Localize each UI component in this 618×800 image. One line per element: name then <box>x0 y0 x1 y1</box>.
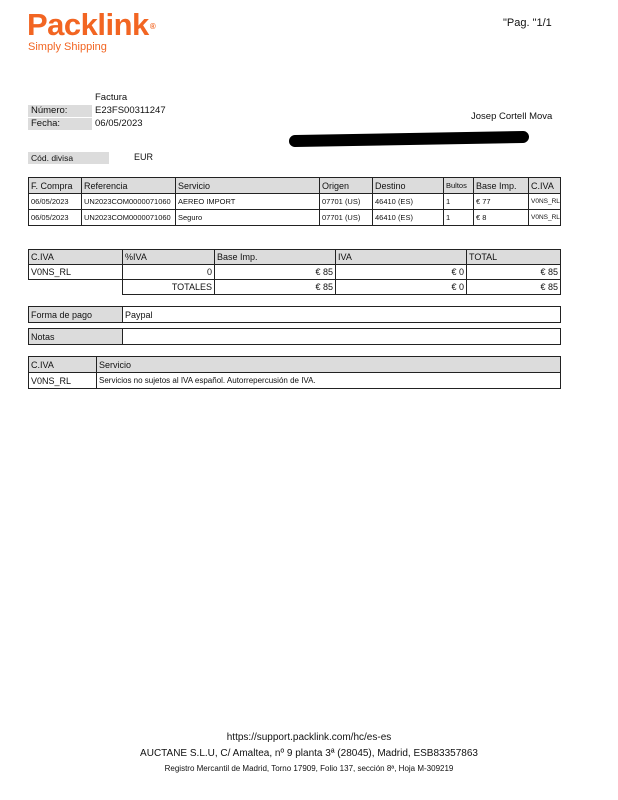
packlink-logo <box>27 8 155 42</box>
registered-mark: ® <box>149 22 156 31</box>
col-header: Destino <box>373 178 444 194</box>
col-header: Bultos <box>444 178 474 194</box>
col-header: TOTAL <box>467 250 561 265</box>
cell-origin: 07701 (US) <box>320 194 373 210</box>
table-row <box>29 194 561 210</box>
col-header: Servicio <box>97 357 561 373</box>
notes-row <box>29 329 561 345</box>
total-vat: € 0 <box>336 280 467 295</box>
payment-table <box>28 306 561 323</box>
payment-row <box>29 307 561 323</box>
service-notes-header-row <box>29 357 561 373</box>
totals-label: TOTALES <box>123 280 215 295</box>
cell-vat-code: V0NS_RL <box>29 373 97 389</box>
vat-header-row <box>29 250 561 265</box>
currency-value: EUR <box>134 152 154 162</box>
registry-info: Registro Mercantil de Madrid, Torno 17909, Folio 137, sección 8ª, Hoja M-309219 <box>164 764 454 773</box>
cell-destination: 46410 (ES) <box>373 210 444 226</box>
col-header: F. Compra <box>29 178 82 194</box>
shipments-table <box>28 177 561 226</box>
cell-destination: 46410 (ES) <box>373 194 444 210</box>
shipments-header-row <box>29 178 561 194</box>
col-header: Base Imp. <box>215 250 336 265</box>
total-amount: € 85 <box>467 280 561 295</box>
cell-base: € 85 <box>215 265 336 280</box>
table-row <box>29 265 561 280</box>
invoice-number: E23FS00311247 <box>95 105 166 116</box>
logo-tagline: Simply Shipping <box>28 41 107 53</box>
table-row <box>29 373 561 389</box>
cell-total: € 85 <box>467 265 561 280</box>
col-header: C.IVA <box>529 178 561 194</box>
invoice-date: 06/05/2023 <box>95 118 143 129</box>
cell-date: 06/05/2023 <box>29 194 82 210</box>
number-label: Número: <box>28 105 92 117</box>
cell-packages: 1 <box>444 210 474 226</box>
customer-name: Josep Cortell Mova <box>471 111 553 122</box>
cell-base: € 8 <box>474 210 529 226</box>
total-base: € 85 <box>215 280 336 295</box>
col-header: Base Imp. <box>474 178 529 194</box>
cell-base: € 77 <box>474 194 529 210</box>
cell-service: Seguro <box>176 210 320 226</box>
cell-origin: 07701 (US) <box>320 210 373 226</box>
payment-label: Forma de pago <box>29 307 123 323</box>
cell-vat: € 0 <box>336 265 467 280</box>
cell-vat-code: V0NS_RL <box>529 210 561 226</box>
notes-table <box>28 328 561 345</box>
col-header: IVA <box>336 250 467 265</box>
company-info: AUCTANE S.L.U, C/ Amaltea, nº 9 planta 3ª (28045), Madrid, ESB83357863 <box>140 748 478 759</box>
date-label: Fecha: <box>28 118 92 130</box>
payment-value: Paypal <box>123 307 561 323</box>
redacted-address <box>289 131 529 147</box>
service-notes-table <box>28 356 561 389</box>
support-link[interactable]: https://support.packlink.com/hc/es-es <box>226 732 392 743</box>
notes-label: Notas <box>29 329 123 345</box>
cell-service-note: Servicios no sujetos al IVA español. Autorrepercusión de IVA. <box>97 373 561 389</box>
cell-service: AEREO IMPORT <box>176 194 320 210</box>
page-number: "Pag. "1/1 <box>503 17 552 29</box>
currency-label: Cód. divisa <box>28 152 109 164</box>
invoice-title: Factura <box>95 92 128 103</box>
empty-cell <box>29 280 123 295</box>
col-header: C.IVA <box>29 357 97 373</box>
cell-reference: UN2023COM0000071060 <box>82 194 176 210</box>
col-header: Origen <box>320 178 373 194</box>
cell-vat-code: V0NS_RL <box>529 194 561 210</box>
cell-vat-percent: 0 <box>123 265 215 280</box>
vat-summary-table <box>28 249 561 295</box>
logo-text: Packlink <box>27 7 149 42</box>
cell-vat-code: V0NS_RL <box>29 265 123 280</box>
col-header: Servicio <box>176 178 320 194</box>
table-row <box>29 210 561 226</box>
col-header: Referencia <box>82 178 176 194</box>
col-header: %IVA <box>123 250 215 265</box>
cell-date: 06/05/2023 <box>29 210 82 226</box>
totals-row <box>29 280 561 295</box>
col-header: C.IVA <box>29 250 123 265</box>
notes-value <box>123 329 561 345</box>
cell-packages: 1 <box>444 194 474 210</box>
cell-reference: UN2023COM0000071060 <box>82 210 176 226</box>
